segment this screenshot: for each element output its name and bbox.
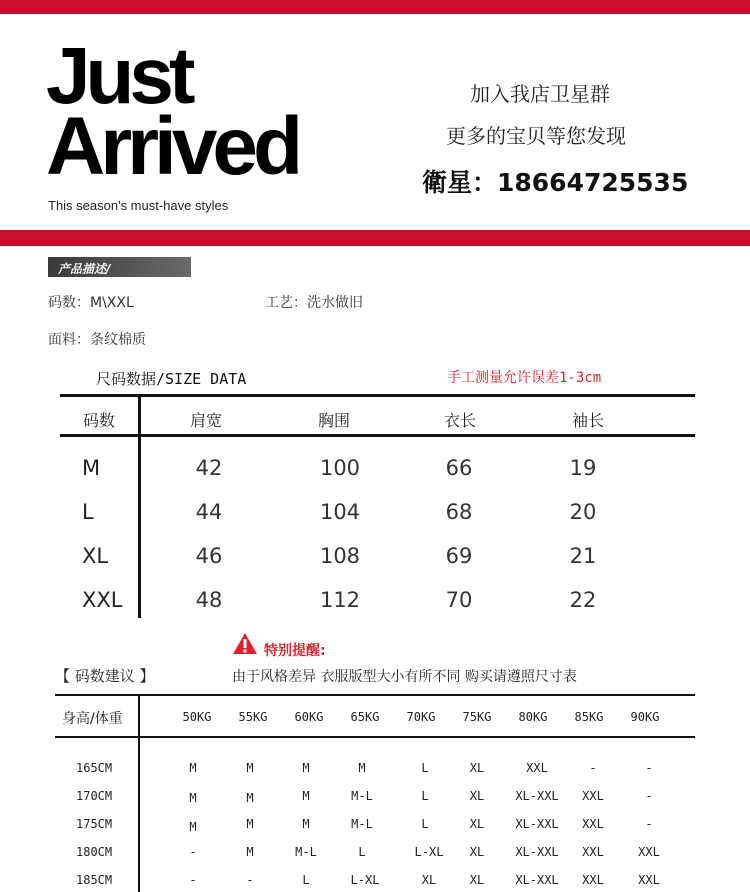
table-cell: 66 bbox=[445, 456, 473, 480]
warning-icon bbox=[232, 632, 258, 655]
table-cell: 48 bbox=[195, 588, 223, 612]
table-cell: 20 bbox=[569, 500, 597, 524]
weight-header: 90KG bbox=[630, 710, 660, 724]
fabric-info: 面料：条纹棉质 bbox=[48, 332, 146, 348]
logo-subtitle: This season's must-have styles bbox=[48, 198, 229, 213]
table-cell: XL bbox=[469, 817, 485, 831]
table-cell: - bbox=[189, 873, 197, 887]
table-cell: XXL bbox=[582, 789, 604, 803]
table-cell: M bbox=[302, 817, 310, 831]
height-label: 185CM bbox=[76, 873, 113, 887]
table-cell: - bbox=[645, 817, 653, 831]
size-table-divider bbox=[138, 394, 141, 618]
product-desc-tag: 产品描述/ bbox=[48, 257, 191, 277]
table-cell: M bbox=[246, 791, 254, 805]
size-label: M bbox=[82, 456, 101, 480]
table-cell: L bbox=[358, 845, 366, 859]
table-cell: M bbox=[302, 789, 310, 803]
weight-header: 75KG bbox=[462, 710, 492, 724]
table-cell: M-L bbox=[295, 845, 317, 859]
table-cell: XL-XXL bbox=[515, 789, 559, 803]
height-label: 165CM bbox=[76, 761, 113, 775]
table-cell: M bbox=[302, 761, 310, 775]
height-weight-header: 身高/体重 bbox=[62, 711, 123, 727]
weight-header: 65KG bbox=[350, 710, 380, 724]
table-cell: M bbox=[246, 845, 254, 859]
table-cell: L bbox=[421, 761, 429, 775]
table-cell: 104 bbox=[319, 500, 361, 524]
weight-header: 70KG bbox=[406, 710, 436, 724]
table-cell: 68 bbox=[445, 500, 473, 524]
table-cell: XL bbox=[469, 761, 485, 775]
table-cell: M bbox=[246, 817, 254, 831]
table-cell: XL bbox=[421, 873, 437, 887]
table-cell: XXL bbox=[526, 761, 548, 775]
craft-info: 工艺：洗水做旧 bbox=[265, 295, 363, 311]
weight-header: 50KG bbox=[182, 710, 212, 724]
table-cell: XXL bbox=[582, 873, 604, 887]
table-cell: M bbox=[358, 761, 366, 775]
size-header: 码数 bbox=[82, 411, 115, 430]
table-cell: XL bbox=[469, 873, 485, 887]
table-cell: 21 bbox=[569, 544, 597, 568]
table-cell: XL-XXL bbox=[515, 845, 559, 859]
table-cell: 42 bbox=[195, 456, 223, 480]
weight-header: 80KG bbox=[518, 710, 548, 724]
measurement-note: 手工测量允许误差1-3cm bbox=[447, 370, 602, 386]
table-cell: M-L bbox=[351, 789, 373, 803]
table-cell: L bbox=[302, 873, 310, 887]
weight-header: 55KG bbox=[238, 710, 268, 724]
top-red-bar bbox=[0, 0, 750, 14]
table-cell: XL bbox=[469, 845, 485, 859]
table-cell: XXL bbox=[582, 817, 604, 831]
height-label: 180CM bbox=[76, 845, 113, 859]
size-range: 码数：M\XXL bbox=[48, 295, 134, 311]
recommend-title: 【 码数建议 】 bbox=[55, 667, 155, 685]
logo-just: Just bbox=[46, 31, 191, 120]
weight-header: 85KG bbox=[574, 710, 604, 724]
size-header: 肩宽 bbox=[189, 411, 222, 430]
table-cell: XL bbox=[469, 789, 485, 803]
table-cell: - bbox=[189, 845, 197, 859]
table-cell: XXL bbox=[638, 845, 660, 859]
table-cell: M-L bbox=[351, 817, 373, 831]
table-cell: XL-XXL bbox=[515, 817, 559, 831]
table-cell: 19 bbox=[569, 456, 597, 480]
table-cell: - bbox=[589, 761, 597, 775]
table-cell: M bbox=[189, 761, 197, 775]
table-cell: M bbox=[246, 761, 254, 775]
size-label: XL bbox=[82, 544, 109, 568]
table-cell: M bbox=[189, 820, 197, 834]
table-cell: - bbox=[645, 761, 653, 775]
table-cell: L-XL bbox=[414, 845, 444, 859]
table-cell: 22 bbox=[569, 588, 597, 612]
recommend-desc: 由于风格差异 衣服版型大小有所不同 购买请遵照尺寸表 bbox=[232, 669, 577, 685]
table-cell: 69 bbox=[445, 544, 473, 568]
logo-arrived: Arrived bbox=[46, 101, 299, 192]
size-label: XXL bbox=[82, 588, 123, 612]
table-cell: - bbox=[246, 873, 254, 887]
special-reminder: 特别提醒: bbox=[264, 643, 326, 659]
middle-red-bar bbox=[0, 230, 750, 246]
recommend-table-top-rule bbox=[55, 694, 695, 696]
promo-contact: 衛星：18664725535 bbox=[422, 168, 689, 197]
recommend-table-divider bbox=[138, 694, 140, 892]
promo-line-1: 加入我店卫星群 bbox=[470, 82, 610, 106]
table-cell: XXL bbox=[638, 873, 660, 887]
height-label: 175CM bbox=[76, 817, 113, 831]
table-cell: XXL bbox=[582, 845, 604, 859]
size-label: L bbox=[82, 500, 94, 524]
table-cell: L-XL bbox=[350, 873, 380, 887]
size-table-title: 尺码数据/SIZE DATA bbox=[96, 370, 247, 388]
size-header: 胸围 bbox=[317, 411, 350, 430]
table-cell: L bbox=[421, 789, 429, 803]
table-cell: 70 bbox=[445, 588, 473, 612]
table-cell: 44 bbox=[195, 500, 223, 524]
size-header: 袖长 bbox=[571, 411, 604, 430]
size-table-header-rule bbox=[60, 434, 695, 437]
table-cell: 112 bbox=[319, 588, 361, 612]
height-label: 170CM bbox=[76, 789, 113, 803]
table-cell: 100 bbox=[319, 456, 361, 480]
table-cell: XL-XXL bbox=[515, 873, 559, 887]
size-table-top-rule bbox=[60, 394, 695, 397]
table-cell: L bbox=[421, 817, 429, 831]
recommend-table-header-rule bbox=[55, 736, 695, 738]
weight-header: 60KG bbox=[294, 710, 324, 724]
size-header: 衣长 bbox=[443, 411, 476, 430]
promo-line-2: 更多的宝贝等您发现 bbox=[446, 124, 626, 148]
table-cell: 108 bbox=[319, 544, 361, 568]
table-cell: - bbox=[645, 789, 653, 803]
table-cell: M bbox=[189, 791, 197, 805]
table-cell: 46 bbox=[195, 544, 223, 568]
